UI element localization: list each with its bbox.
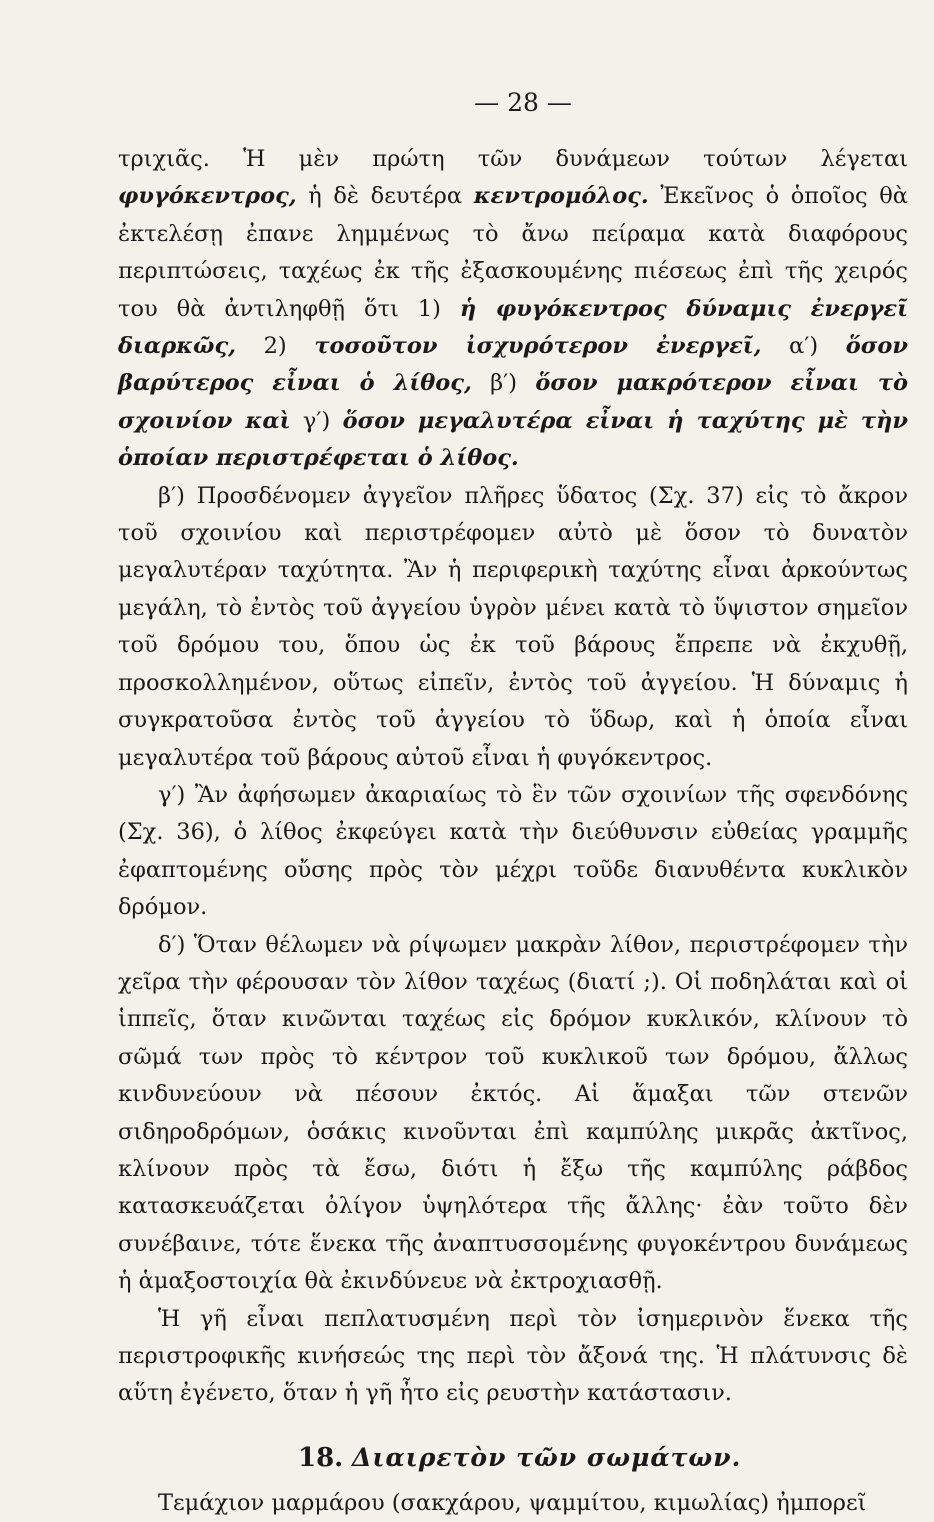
paragraph-last: Τεμάχιον μαρμάρου (σακχάρου, ψαμμίτου, κιμωλίας) ἠμπορεῖ bbox=[158, 1489, 867, 1516]
paragraph-p5 bbox=[118, 1301, 908, 1413]
emphasized-text: ἡ φυγόκεντρος δύναμις ἐνεργεῖ διαρκῶς, bbox=[118, 295, 908, 360]
section-heading bbox=[118, 1443, 908, 1473]
emphasized-text: τοσοῦτον ἰσχυρότερον ἐνεργεῖ, bbox=[314, 333, 762, 360]
text-run: ἡ δὲ δευτέρα bbox=[296, 183, 474, 210]
emphasized-text: κεντρομόλος. bbox=[473, 183, 649, 210]
text-run: α′) bbox=[761, 333, 846, 360]
section-number: 18. bbox=[298, 1442, 344, 1473]
text-run: β′) bbox=[471, 370, 536, 397]
text-run: Ἡ γῆ εἶναι πεπλατυσμένη περὶ τὸν ἰσημερινὸν ἕνεκα τῆς περιστροφικῆς κινήσεώς της περὶ τὸν ἄξονά της. Ἡ πλάτυνσις δὲ αὕτη ἐγένετο, ὅταν ἡ γῆ ἦτο εἰς ρευστὴν κατάστασιν. bbox=[118, 1305, 908, 1407]
paragraph-p3 bbox=[118, 777, 908, 927]
page bbox=[118, 88, 908, 1522]
text-run: τριχιᾶς. Ἡ μὲν πρώτη τῶν δυνάμεων τούτων λέγεται bbox=[118, 146, 908, 172]
paragraph-p2 bbox=[118, 478, 908, 777]
text-run: γ′) Ἂν ἀφήσωμεν ἀκαριαίως τὸ ἓν τῶν σχοινίων τῆς σφενδόνης (Σχ. 36), ὁ λίθος ἐκφεύγει κατὰ τὴν διεύθυνσιν εὐθείας γραμμῆς ἐφαπτομένης οὔσης πρὸς τὸν μέχρι τοῦδε διανυθέντα κυκλικὸν δρόμον. bbox=[118, 781, 908, 921]
body-text bbox=[118, 141, 908, 1413]
emphasized-text: ὅσον βαρύτερος εἶναι ὁ λίθος, bbox=[118, 333, 908, 397]
emphasized-text: φυγόκεντρος, bbox=[118, 183, 297, 210]
paragraph-p4 bbox=[118, 927, 908, 1301]
text-run: Ἐκεῖνος ὁ ὁποῖος θὰ ἐκτελέσῃ ἐπανε λημμένως τὸ ἄνω πείραμα κατὰ διαφόρους περιπτώσεις, ταχέως ἐκ τῆς ἐξασκουμένης πιέσεως ἐπὶ τῆς χειρός του θὰ ἀντιληφθῇ ὅτι 1) bbox=[118, 183, 908, 322]
text-run: β′) Προσδένομεν ἀγγεῖον πλῆρες ὕδατος (Σχ. 37) εἰς τὸ ἄκρον τοῦ σχοινίου καὶ περιστρέφομεν αὐτὸ μὲ ὅσον τὸ δυνατὸν μεγαλυτέραν ταχύτητα. Ἂν ἡ περιφερικὴ ταχύτης εἶναι ἀρκούντως μεγάλη, τὸ ἐντὸς τοῦ ἀγγείου ὑγρὸν μένει κατὰ τὸ ὕψιστον σημεῖον τοῦ δρόμου του, ὅπου ὡς ἐκ τοῦ βάρους ἔπρεπε νὰ ἐκχυθῇ, προσκολλημένον, οὕτως εἰπεῖν, ἐντὸς τοῦ ἀγγείου. Ἡ δύναμις ἡ συγκρατοῦσα ἐντὸς τοῦ ἀγγείου τὸ ὕδωρ, καὶ ἡ ὁποία εἶναι μεγαλυτέρα τοῦ βάρους αὐτοῦ εἶναι ἡ φυγόκεντρος. bbox=[118, 482, 908, 771]
text-run: γ′) bbox=[290, 407, 343, 434]
page-number: — 28 — bbox=[474, 88, 572, 117]
emphasized-text: ὅσον μεγαλυτέρα εἶναι ἡ ταχύτης μὲ τὴν ὁποίαν περιστρέφεται ὁ λίθος. bbox=[118, 407, 908, 472]
paragraph-p1 bbox=[118, 141, 908, 478]
text-run: 2) bbox=[236, 333, 315, 360]
text-run: δ′) Ὅταν θέλωμεν νὰ ρίψωμεν μακρὰν λίθον, περιστρέφομεν τὴν χεῖρα τὴν φέρουσαν τὸν λίθον ταχέως (διατί ;). Οἱ ποδηλάται καὶ οἱ ἱππεῖς, ὅταν κινῶνται ταχέως εἰς δρόμον κυκλικόν, κλίνουν τὸ σῶμά των πρὸς τὸ κέντρον τοῦ κυκλικοῦ των δρόμου, ἄλλως κινδυνεύουν νὰ πέσουν ἐκτός. Αἱ ἅμαξαι τῶν στενῶν σιδηροδρόμων, ὁσάκις κινοῦνται ἐπὶ καμπύλης μικρᾶς ἀκτῖνος, κλίνουν πρὸς τὰ ἔσω, διότι ἡ ἔξω τῆς καμπύλης ράβδος κατασκευάζεται ὀλίγον ὑψηλότερα τῆς ἄλλης· ἐὰν τοῦτο δὲν συνέβαινε, τότε ἕνεκα τῆς ἀναπτυσσομένης φυγοκέντρου δυνάμεως ἡ ἁμαξοστοιχία θὰ ἐκινδύνευε νὰ ἐκτροχιασθῇ. bbox=[118, 931, 908, 1295]
emphasized-text: ὅσον μακρότερον εἶναι τὸ σχοινίον καὶ bbox=[118, 370, 909, 434]
section-title: Διαιρετὸν τῶν σωμάτων. bbox=[351, 1442, 742, 1472]
